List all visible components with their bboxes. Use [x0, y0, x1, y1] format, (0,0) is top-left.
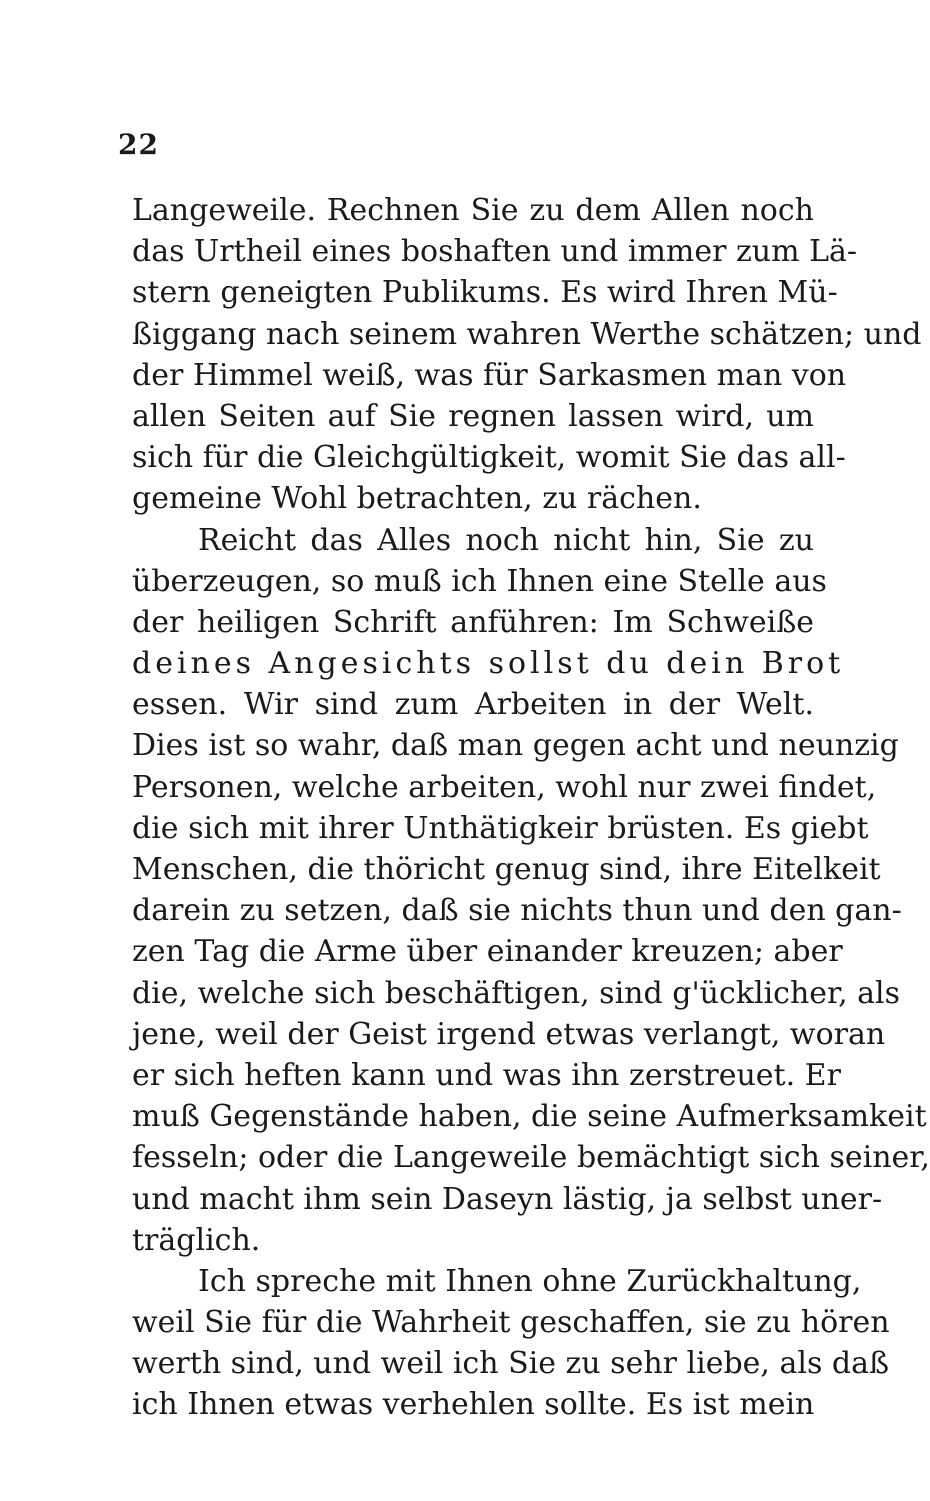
body-text: [132, 190, 930, 1426]
text-line: sich für die Gleichgültigkeit, womit Sie das all-: [132, 440, 846, 476]
text-line: das Urtheil eines boshaften und immer zum Lä-: [132, 234, 858, 270]
text-line: Menschen, die thöricht genug sind, ihre Eitelkeit: [132, 852, 881, 887]
text-line: und macht ihm sein Daseyn lästig, ja selbst uner-: [132, 1181, 883, 1217]
text-line: darein zu setzen, daß sie nichts thun und den gan-: [132, 893, 902, 929]
text-line: zen Tag die Arme über einander kreuzen; aber: [132, 934, 843, 970]
text-line: die, welche sich beschäftigen, sind g'ücklicher, als: [132, 975, 901, 1011]
text-line: werth sind, und weil ich Sie zu sehr liebe, als daß: [132, 1346, 890, 1382]
text-line: gemeine Wohl betrachten, zu rächen.: [132, 481, 702, 517]
text-line: träglich.: [132, 1222, 261, 1258]
page-number: 22: [118, 128, 159, 161]
text-line: muß Gegenstände haben, die seine Aufmerksamkeit: [132, 1099, 927, 1135]
text-line: er sich heften kann und was ihn zerstreuet. Er: [132, 1057, 841, 1093]
text-line: fesseln; oder die Langeweile bemächtigt sich seiner,: [132, 1140, 930, 1176]
text-line: ßiggang nach seinem wahren Werthe schätzen; und: [132, 316, 922, 352]
text-line: stern geneigten Publikums. Es wird Ihren Mü-: [132, 275, 838, 311]
text-line-emphasis: deines Angesichts sollst du dein Brot: [132, 646, 845, 682]
text-line: ich Ihnen etwas verhehlen sollte. Es ist mein: [132, 1387, 815, 1423]
text-line: jene, weil der Geist irgend etwas verlangt, woran: [132, 1016, 886, 1052]
text-line: weil Sie für die Wahrheit geschaffen, sie zu hören: [132, 1305, 890, 1341]
text-line: die sich mit ihrer Unthätigkeir brüsten. Es giebt: [132, 810, 869, 846]
paragraph-first-line: Ich spreche mit Ihnen ohne Zurückhaltung,: [198, 1263, 862, 1299]
text-line: essen. Wir sind zum Arbeiten in der Welt.: [132, 687, 814, 723]
text-line: der heiligen Schrift anführen: Im Schweiße: [132, 604, 814, 640]
text-line: überzeugen, so muß ich Ihnen eine Stelle aus: [132, 563, 827, 599]
text-line: der Himmel weiß, was für Sarkasmen man von: [132, 357, 847, 393]
text-line: Dies ist so wahr, daß man gegen acht und neunzig: [132, 728, 899, 764]
text-line: Personen, welche arbeiten, wohl nur zwei findet,: [132, 769, 877, 805]
text-line: allen Seiten auf Sie regnen lassen wird, um: [132, 398, 814, 434]
text-line: Langeweile. Rechnen Sie zu dem Allen noch: [132, 193, 814, 228]
paragraph-first-line: Reicht das Alles noch nicht hin, Sie zu: [198, 522, 814, 558]
